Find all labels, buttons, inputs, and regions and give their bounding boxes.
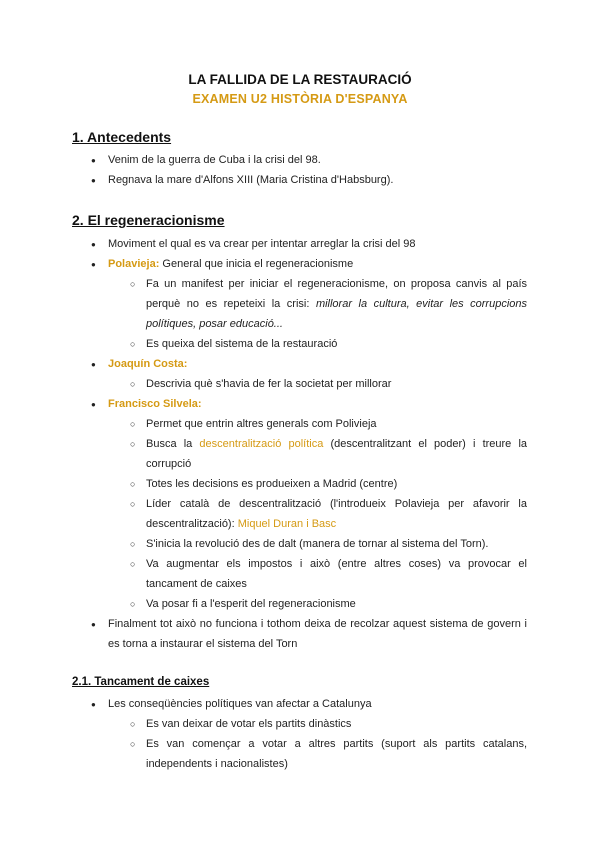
bullet-icon: ● — [91, 700, 96, 709]
list-item-line: Finalment tot això no funciona i tothom deixa de recolzar aquest sistema de govern i — [108, 618, 527, 630]
list-item: Les conseqüències polítiques van afectar a Catalunya — [108, 698, 372, 710]
list-item-polavieja: Polavieja: General que inicia el regeneracionisme — [108, 258, 354, 270]
sub-item-line: corrupció — [146, 458, 192, 470]
sub-item: Va posar fi a l'esperit del regeneracionisme — [146, 598, 356, 610]
bullet-icon: ● — [91, 360, 96, 369]
bullet-icon: ● — [91, 240, 96, 249]
circle-bullet-icon: ○ — [130, 279, 136, 289]
circle-bullet-icon: ○ — [130, 479, 136, 489]
circle-bullet-icon: ○ — [130, 719, 136, 729]
document-title: LA FALLIDA DE LA RESTAURACIÓ — [188, 72, 412, 87]
highlight-descentralitzacio: descentralització política — [199, 438, 324, 450]
circle-bullet-icon: ○ — [130, 739, 136, 749]
name-polavieja: Polavieja: — [108, 258, 160, 270]
list-item: Moviment el qual es va crear per intentar arreglar la crisi del 98 — [108, 238, 416, 250]
circle-bullet-icon: ○ — [130, 379, 136, 389]
circle-bullet-icon: ○ — [130, 539, 136, 549]
sub-item-line: polítiques, posar educació... — [146, 318, 283, 330]
sub-item-line: Va augmentar els impostos i això (entre altres coses) va provocar el — [146, 558, 527, 570]
bullet-icon: ● — [91, 620, 96, 629]
circle-bullet-icon: ○ — [130, 599, 136, 609]
highlight-miquel-duran: Miquel Duran i Basc — [237, 518, 337, 530]
list-item: Regnava la mare d'Alfons XIII (Maria Cristina d'Habsburg). — [108, 174, 394, 186]
circle-bullet-icon: ○ — [130, 559, 136, 569]
sub-item: Es queixa del sistema de la restauració — [146, 338, 338, 350]
sub-item-line: descentralització): Miquel Duran i Basc — [146, 518, 337, 530]
sub-item-line: Es van començar a votar a altres partits (suport als partits catalans, — [146, 738, 527, 750]
circle-bullet-icon: ○ — [130, 439, 136, 449]
circle-bullet-icon: ○ — [130, 499, 136, 509]
circle-bullet-icon: ○ — [130, 419, 136, 429]
section-heading-antecedents: 1. Antecedents — [72, 129, 172, 145]
section-heading-regeneracionisme: 2. El regeneracionisme — [72, 212, 225, 228]
sub-item-line: Fa un manifest per iniciar el regeneracionisme, on proposa canvis al país — [146, 278, 527, 290]
name-francisco-silvela: Francisco Silvela: — [108, 398, 202, 410]
bullet-icon: ● — [91, 400, 96, 409]
document-subtitle: EXAMEN U2 HISTÒRIA D'ESPANYA — [192, 92, 408, 106]
list-item: Venim de la guerra de Cuba i la crisi del 98. — [108, 154, 321, 166]
bullet-icon: ● — [91, 260, 96, 269]
sub-item-line: Busca la descentralització política (descentralitzant el poder) i treure la — [146, 438, 528, 450]
sub-item: S'inicia la revolució des de dalt (manera de tornar al sistema del Torn). — [146, 538, 489, 550]
list-item-line: es torna a instaurar el sistema del Torn — [108, 638, 298, 650]
subsection-heading-tancament: 2.1. Tancament de caixes — [72, 676, 210, 688]
sub-item: Es van deixar de votar els partits dinàstics — [146, 718, 352, 730]
circle-bullet-icon: ○ — [130, 339, 136, 349]
sub-item-line: perquè no es repeteixi la crisi: millorar la cultura, evitar les corrupcions — [146, 298, 528, 310]
sub-item-line: tancament de caixes — [146, 578, 247, 590]
sub-item: Totes les decisions es produeixen a Madrid (centre) — [146, 478, 398, 490]
sub-item-line: independents i nacionalistes) — [146, 758, 288, 770]
name-joaquin-costa: Joaquín Costa: — [108, 358, 188, 370]
sub-item: Descrivia què s'havia de fer la societat per millorar — [146, 378, 392, 390]
bullet-icon: ● — [91, 176, 96, 185]
sub-item-line: Líder català de descentralització (l'introdueix Polavieja per afavorir la — [146, 498, 527, 510]
bullet-icon: ● — [91, 156, 96, 165]
sub-item: Permet que entrin altres generals com Polivieja — [146, 418, 377, 430]
